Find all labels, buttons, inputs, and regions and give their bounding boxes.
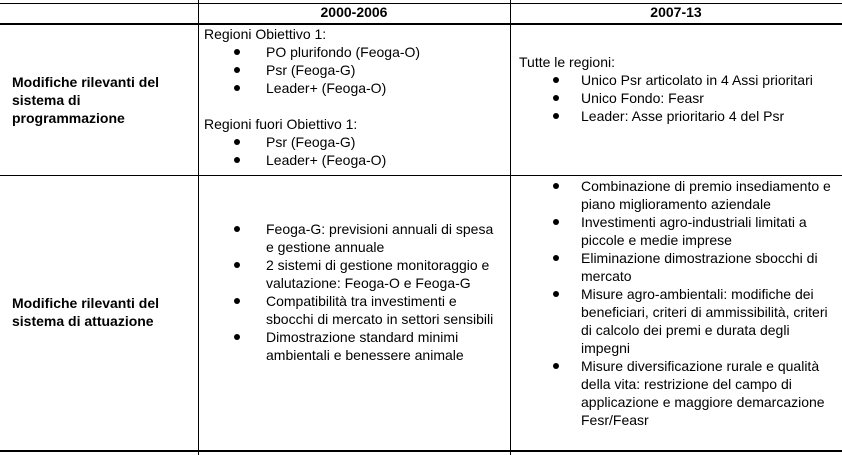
list-item: Leader+ (Feoga-O) bbox=[204, 151, 504, 169]
list-item: Psr (Feoga-G) bbox=[204, 61, 504, 79]
bullet-icon bbox=[234, 334, 240, 340]
list-item: Unico Fondo: Feasr bbox=[519, 89, 835, 107]
list-item: 2 sistemi di gestione monitoraggio e valutazione: Feoga-O e Feoga-G bbox=[204, 256, 504, 292]
bullet-icon bbox=[553, 255, 559, 261]
bullet-icon bbox=[553, 95, 559, 101]
bullet-icon bbox=[234, 67, 240, 73]
bullet-icon bbox=[553, 291, 559, 297]
bullet-icon bbox=[234, 85, 240, 91]
bullet-icon bbox=[553, 363, 559, 369]
bullet-icon bbox=[553, 219, 559, 225]
list-item: Leader: Asse prioritario 4 del Psr bbox=[519, 107, 835, 125]
list-item: Dimostrazione standard minimi ambientali e benessere animale bbox=[204, 328, 504, 364]
bullet-icon bbox=[553, 113, 559, 119]
bullet-icon bbox=[234, 298, 240, 304]
cell-programmazione-2000-2006 bbox=[204, 25, 504, 169]
column-divider-1 bbox=[198, 0, 199, 455]
list-item: Investimenti agro-industriali limitati a piccole e medie imprese bbox=[519, 213, 835, 249]
cell-programmazione-2007-13 bbox=[519, 53, 835, 125]
bullet-icon bbox=[234, 157, 240, 163]
bullet-icon bbox=[234, 262, 240, 268]
list-item: Misure diversificazione rurale e qualità della vita: restrizione del campo di applicazione e maggiore demarcazione Fesr/Feasr bbox=[519, 357, 835, 429]
cell-attuazione-2000-2006 bbox=[204, 220, 504, 364]
group-intro: Regioni fuori Obiettivo 1: bbox=[204, 116, 358, 132]
cell-attuazione-2007-13 bbox=[519, 177, 835, 429]
list-item: Psr (Feoga-G) bbox=[204, 133, 504, 151]
bullet-list bbox=[519, 71, 835, 125]
bullet-icon bbox=[234, 49, 240, 55]
row-label-programmazione: Modifiche rilevanti del sistema di programmazione bbox=[12, 74, 160, 126]
group-intro: Regioni Obiettivo 1: bbox=[204, 26, 327, 42]
column-header-2007-13: 2007-13 bbox=[650, 4, 702, 20]
row-divider bbox=[0, 175, 842, 176]
list-item: Compatibilità tra investimenti e sbocchi di mercato in settori sensibili bbox=[204, 292, 504, 328]
column-divider-2 bbox=[510, 0, 511, 455]
bullet-list bbox=[519, 177, 835, 429]
list-item: Eliminazione dimostrazione sbocchi di mercato bbox=[519, 249, 835, 285]
column-header-2000-2006: 2000-2006 bbox=[320, 4, 388, 20]
list-item: Combinazione di premio insediamento e piano miglioramento aziendale bbox=[519, 177, 835, 213]
row-label-attuazione: Modifiche rilevanti del sistema di attuazione bbox=[12, 295, 160, 329]
list-item: Leader+ (Feoga-O) bbox=[204, 79, 504, 97]
list-item: Feoga-G: previsioni annuali di spesa e gestione annuale bbox=[204, 220, 504, 256]
bullet-icon bbox=[234, 226, 240, 232]
bullet-list bbox=[204, 43, 504, 97]
bullet-list bbox=[204, 220, 504, 364]
bullet-list bbox=[204, 133, 504, 169]
list-item: Unico Psr articolato in 4 Assi prioritari bbox=[519, 71, 835, 89]
bullet-icon bbox=[553, 183, 559, 189]
bullet-icon bbox=[234, 139, 240, 145]
list-item: Misure agro-ambientali: modifiche dei beneficiari, criteri di ammissibilità, criteri di calcolo dei premi e durata degli impegni bbox=[519, 285, 835, 357]
bullet-icon bbox=[553, 77, 559, 83]
list-item: PO plurifondo (Feoga-O) bbox=[204, 43, 504, 61]
table-bottom-rule bbox=[0, 450, 842, 452]
group-intro: Tutte le regioni: bbox=[519, 54, 615, 70]
